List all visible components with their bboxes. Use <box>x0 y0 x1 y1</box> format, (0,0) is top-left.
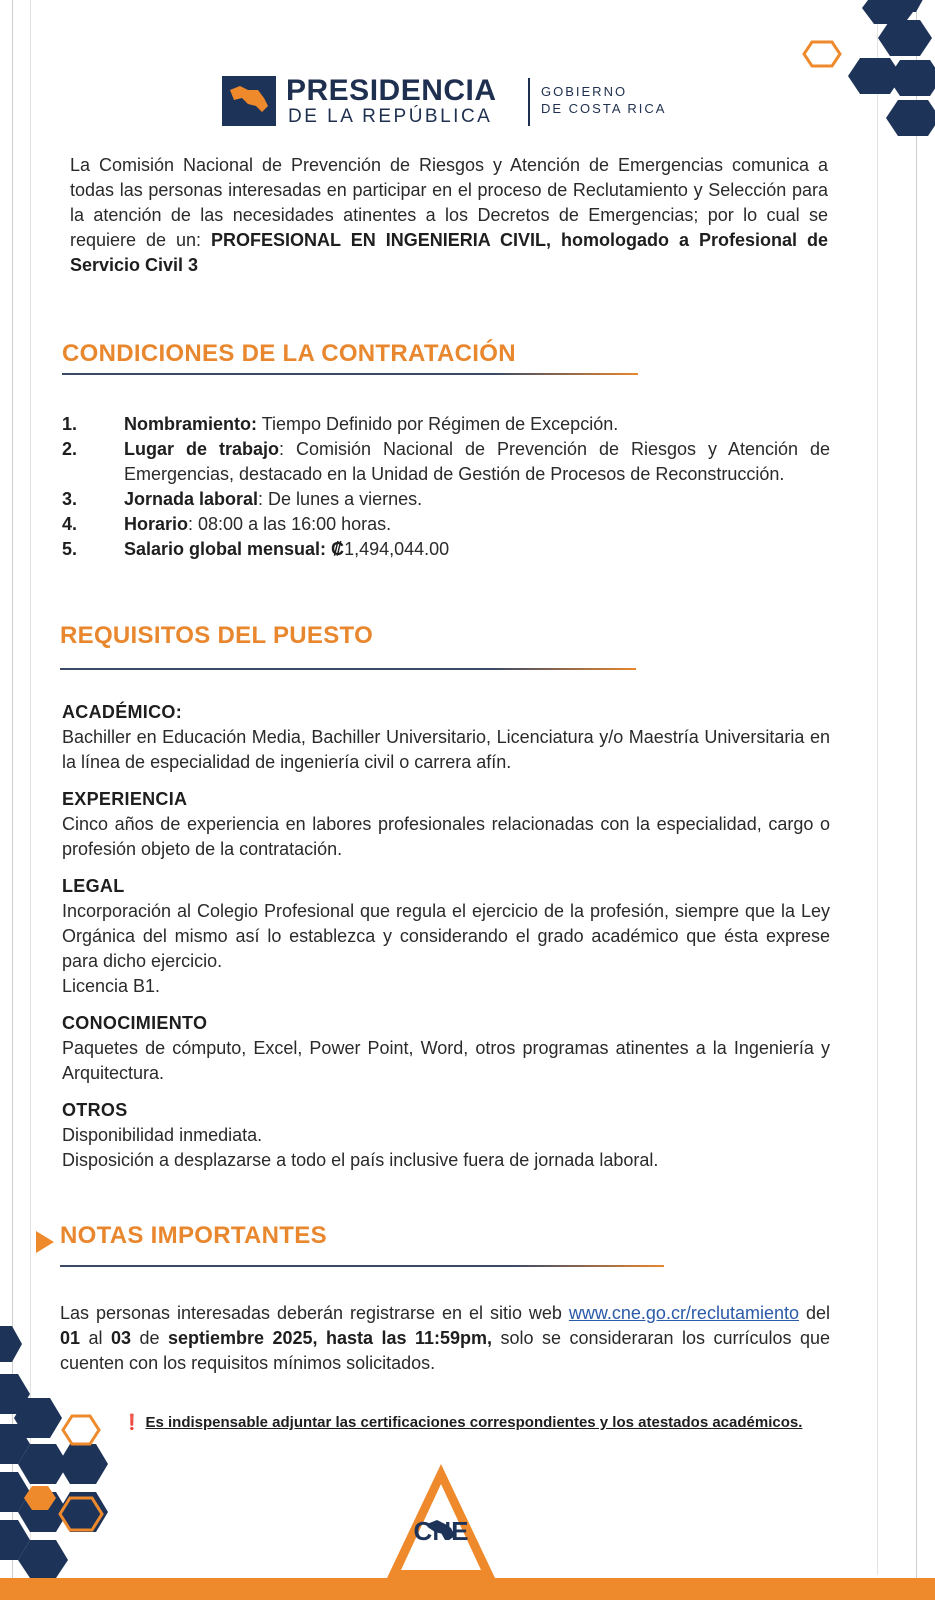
condition-text: : 08:00 a las 16:00 horas. <box>188 514 392 534</box>
warning-note <box>110 1413 815 1433</box>
notes-text: al <box>80 1328 111 1348</box>
condition-label: Jornada laboral <box>124 489 259 509</box>
condition-item <box>62 412 830 437</box>
header-separator <box>528 78 530 126</box>
legal-text: Incorporación al Colegio Profesional que regula el ejercicio de la profesión, siempre que la Ley Orgánica del mismo así lo establezca y considerando el grado académico que ésta exprese para dicho ejercicio. <box>62 901 830 971</box>
gobierno-label: GOBIERNO <box>541 84 628 99</box>
conditions-list <box>62 412 830 562</box>
presidencia-title: PRESIDENCIA <box>286 74 497 107</box>
republica-subtitle: DE LA REPÚBLICA <box>288 106 493 127</box>
arrow-icon <box>36 1231 54 1253</box>
bottom-orange-bar <box>0 1578 935 1600</box>
knowledge-text: Paquetes de cómputo, Excel, Power Point, Word, otros programas atinentes a la Ingeniería y Arquitectura. <box>62 1038 830 1083</box>
warning-text: Es indispensable adjuntar las certificaciones correspondientes y los atestados académicos. <box>145 1414 803 1431</box>
notes-text: del <box>799 1303 830 1323</box>
condition-number: 4. <box>62 514 78 534</box>
experience-section <box>62 787 830 862</box>
hexagon-decoration-top-right <box>770 0 935 165</box>
license-text: Licencia B1. <box>62 976 161 996</box>
legal-section <box>62 874 830 999</box>
condition-text: 1,494,044.00 <box>344 539 450 559</box>
notes-text: solo se consideraran los currículos que cuenten con los requisitos mínimos solicitados. <box>60 1328 830 1373</box>
notes-text: Las personas interesadas deberán registrarse en el sitio web <box>60 1303 569 1323</box>
conditions-title: CONDICIONES DE LA CONTRATACIÓN <box>62 340 516 367</box>
intro-text: La Comisión Nacional de Prevención de Riesgos y Atención de Emergencias comunica a todas las personas interesadas en participar en el proceso de Reclutamiento y Selección para la atención de las necesidades atinentes a los Decretos de Emergencias; por lo cual se requiere de un: <box>70 155 828 250</box>
availability-text: Disponibilidad inmediata. <box>62 1125 263 1145</box>
recruitment-link[interactable]: www.cne.go.cr/reclutamiento <box>568 1303 799 1323</box>
notes-underline <box>60 1265 664 1267</box>
knowledge-heading: CONOCIMIENTO <box>62 1013 208 1033</box>
condition-text: : De lunes a viernes. <box>258 489 423 509</box>
experience-text: Cinco años de experiencia en labores profesionales relacionadas con la especialidad, cargo o profesión objeto de la contratación. <box>62 814 830 859</box>
costa-rica-label: DE COSTA RICA <box>541 101 667 116</box>
knowledge-section <box>62 1011 830 1086</box>
condition-label: Lugar de trabajo <box>124 439 279 459</box>
notes-title: NOTAS IMPORTANTES <box>60 1222 327 1249</box>
condition-number: 5. <box>62 539 78 559</box>
notes-text: de <box>131 1328 168 1348</box>
condition-label: Salario global mensual: ₡ <box>124 539 345 559</box>
conditions-underline <box>62 373 638 375</box>
requirements-underline <box>60 668 636 670</box>
condition-number: 2. <box>62 439 78 459</box>
condition-item <box>62 512 830 537</box>
requirements-title: REQUISITOS DEL PUESTO <box>60 622 374 649</box>
others-section <box>62 1098 830 1173</box>
deadline-text: septiembre 2025, hasta las 11:59pm, <box>167 1328 493 1348</box>
others-heading: OTROS <box>62 1100 128 1120</box>
condition-number: 3. <box>62 489 78 509</box>
legal-heading: LEGAL <box>62 876 125 896</box>
condition-number: 1. <box>62 414 78 434</box>
condition-item <box>62 437 830 487</box>
exclamation-icon: ❗ <box>122 1414 142 1431</box>
position-title: PROFESIONAL EN INGENIERIA CIVIL, homologado a Profesional de Servicio Civil 3 <box>70 230 828 275</box>
academic-text: Bachiller en Educación Media, Bachiller Universitario, Licenciatura y/o Maestría Universitaria en la línea de especialidad de ingeniería civil o carrera afín. <box>62 727 830 772</box>
intro-paragraph <box>70 153 828 278</box>
travel-text: Disposición a desplazarse a todo el país inclusive fuera de jornada laboral. <box>62 1150 659 1170</box>
end-day: 03 <box>110 1328 132 1348</box>
condition-text: : Comisión Nacional de Prevención de Riesgos y Atención de Emergencias, destacado en la Unidad de Gestión de Procesos de Reconstrucción. <box>124 439 830 484</box>
condition-label: Horario <box>124 514 189 534</box>
condition-item <box>62 487 830 512</box>
notes-paragraph <box>60 1301 830 1376</box>
start-day: 01 <box>60 1328 81 1348</box>
condition-text: Tiempo Definido por Régimen de Excepción. <box>257 414 619 434</box>
condition-label: Nombramiento: <box>124 414 258 434</box>
academic-heading: ACADÉMICO: <box>62 702 182 722</box>
experience-heading: EXPERIENCIA <box>62 789 188 809</box>
costa-rica-map-logo <box>222 76 276 126</box>
condition-item <box>62 537 830 562</box>
academic-section <box>62 700 830 775</box>
cne-label: CNE <box>413 1516 469 1546</box>
